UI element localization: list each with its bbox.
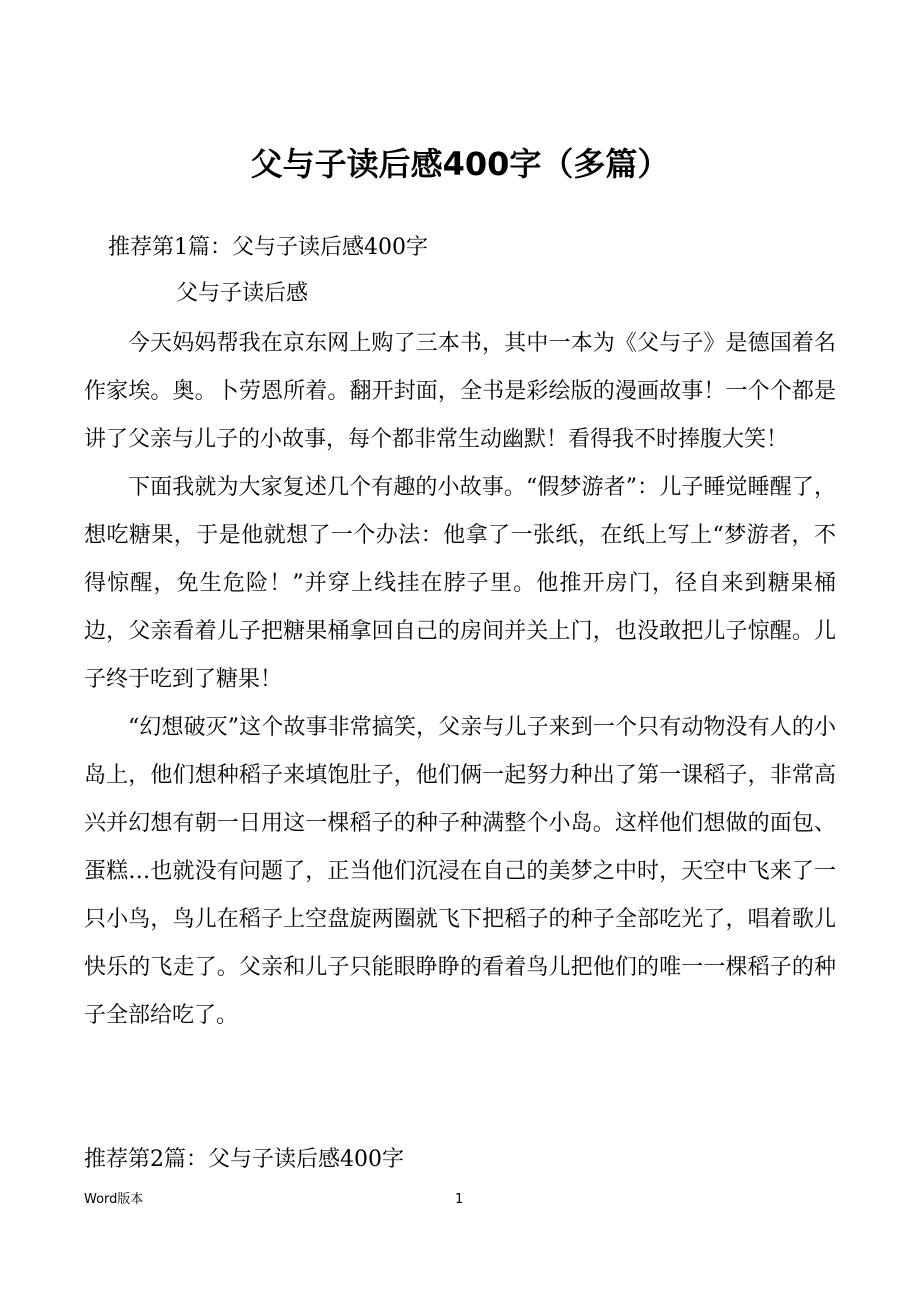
footer-label: Word版本 (84, 1192, 144, 1207)
essay-body (84, 320, 836, 1040)
paragraph-3: “幻想破灭”这个故事非常搞笑，父亲与儿子来到一个只有动物没有人的小岛上，他们想种稻子来填饱肚子，他们俩一起努力种出了第一课稻子，非常高兴并幻想有朝一日用这一棵稻子的种子种满整个小岛。这样他们想做的面包、蛋糕…也就没有问题了，正当他们沉浸在自己的美梦之中时，天空中飞来了一只小鸟，鸟儿在稻子上空盘旋两圈就飞下把稻子的种子全部吃光了，唱着歌儿快乐的飞走了。父亲和儿子只能眼睁睁的看着鸟儿把他们的唯一一棵稻子的种子全部给吃了。 (84, 715, 836, 1028)
section-1-heading: 推荐第1篇：父与子读后感400字 (108, 235, 428, 260)
document-title: 父与子读后感400字（多篇） (250, 145, 670, 183)
paragraph-1: 今天妈妈帮我在京东网上购了三本书，其中一本为《父与子》是德国着名作家埃。奥。卜劳恩所着。翻开封面，全书是彩绘版的漫画故事！一个个都是讲了父亲与儿子的小故事，每个都非常生动幽默！看得我不时捧腹大笑！ (84, 331, 836, 452)
essay-title: 父与子读后感 (176, 281, 309, 306)
section-2-heading: 推荐第2篇：父与子读后感400字 (84, 1147, 404, 1172)
page-number: 1 (455, 1192, 464, 1207)
paragraph-2: 下面我就为大家复述几个有趣的小故事。“假梦游者”：儿子睡觉睡醒了，想吃糖果，于是他就想了一个办法：他拿了一张纸，在纸上写上“梦游者，不得惊醒，免生危险！”并穿上线挂在脖子里。他推开房门，径自来到糖果桶边，父亲看着儿子把糖果桶拿回自己的房间并关上门，也没敢把儿子惊醒。儿子终于吃到了糖果！ (84, 475, 836, 692)
